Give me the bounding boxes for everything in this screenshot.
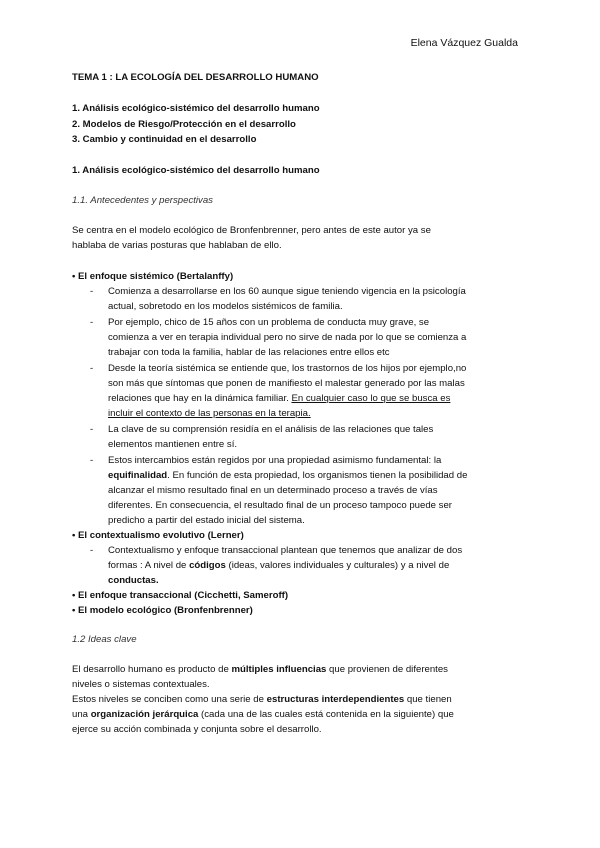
systemic-point-2-line-3: trabajar con toda la familia, hablar de las relaciones entre ellos etc (108, 347, 390, 358)
estructuras-term: estructuras interdependientes (266, 694, 405, 705)
bullet-ecological-title: • El modelo ecológico (Bronfenbrenner) (72, 605, 253, 616)
paragraph-text: una (72, 709, 91, 720)
systemic-point-5-line-4: diferentes. En consecuencia, el resultado final de un proceso tampoco puede ser (108, 500, 452, 511)
contextualism-text: (ideas, valores individuales y culturales) y a nivel de (225, 560, 450, 571)
dash-marker: - (90, 286, 94, 297)
intro-line-2: hablaba de varias posturas que hablaban de ello. (72, 240, 282, 251)
bullet-transactional-title: • El enfoque transaccional (Cicchetti, Sameroff) (72, 590, 289, 601)
paragraph-text: Estos niveles se conciben como una serie de (72, 694, 267, 705)
ideas-paragraph-1-line-2: niveles o sistemas contextuales. (72, 679, 210, 690)
ideas-paragraph-2-line-2 (72, 707, 454, 722)
systemic-point-1-line-2: actual, sobretodo en los modelos sistémicos de familia. (108, 301, 343, 312)
systemic-point-3-text: relaciones que hay en la dinámica familiar. (108, 393, 292, 404)
toc-item-2: 2. Modelos de Riesgo/Protección en el desarrollo (72, 119, 296, 130)
systemic-point-5-line-3: alcanzar el mismo resultado final en un determinado proceso a través de vías (108, 485, 438, 496)
paragraph-text: El desarrollo humano es producto de (72, 664, 232, 675)
dash-marker: - (90, 363, 94, 374)
author-name: Elena Vázquez Gualda (410, 37, 518, 49)
dash-marker: - (90, 424, 94, 435)
contextualism-line-2 (108, 558, 449, 573)
equifinalidad-term: equifinalidad (108, 470, 168, 481)
intro-line-1: Se centra en el modelo ecológico de Bronfenbrenner, pero antes de este autor ya se (72, 225, 431, 236)
ideas-paragraph-2-line-1 (72, 692, 452, 707)
subsection-1-2-title: 1.2 Ideas clave (72, 634, 137, 645)
contextualism-line-3: conductas. (108, 575, 159, 586)
bullet-contextualism-title: • El contextualismo evolutivo (Lerner) (72, 530, 244, 541)
ideas-paragraph-2-line-3: ejerce su acción combinada y conjunta sobre el desarrollo. (72, 724, 322, 735)
systemic-point-5-line-5: predicho a partir del estado inicial del sistema. (108, 515, 305, 526)
systemic-point-4-line-2: elementos mantienen entre sí. (108, 439, 238, 450)
systemic-point-5-text: . En función de esta propiedad, los organismos tienen la posibilidad de (167, 470, 468, 481)
systemic-point-3-line-3 (108, 391, 450, 406)
multiples-influencias-term: múltiples influencias (231, 664, 327, 675)
systemic-point-2-line-1: Por ejemplo, chico de 15 años con un problema de conducta muy grave, se (108, 317, 430, 328)
systemic-point-3-line-1: Desde la teoría sistémica se entiende que, los trastornos de los hijos por ejemplo,no (108, 363, 467, 374)
systemic-point-2-line-2: comienza a ver en terapia individual pero no sirve de nada por lo que se comienza a (108, 332, 467, 343)
codigos-term: códigos (189, 560, 226, 571)
systemic-point-5-line-2 (108, 468, 467, 483)
section-1-title: 1. Análisis ecológico-sistémico del desarrollo humano (72, 165, 320, 176)
document-title: TEMA 1 : LA ECOLOGÍA DEL DESARROLLO HUMANO (72, 72, 319, 83)
subsection-1-1-title: 1.1. Antecedentes y perspectivas (72, 195, 213, 206)
contextualism-line-1: Contextualismo y enfoque transaccional plantean que tenemos que analizar de dos (108, 545, 463, 556)
paragraph-text: que tienen (404, 694, 452, 705)
systemic-point-5-line-1: Estos intercambios están regidos por una propiedad asimismo fundamental: la (108, 455, 442, 466)
systemic-point-4-line-1: La clave de su comprensión residía en el análisis de las relaciones que tales (108, 424, 434, 435)
organizacion-term: organización jerárquica (90, 709, 199, 720)
underlined-text: En cualquier caso lo que se busca es (291, 393, 451, 404)
toc-item-3: 3. Cambio y continuidad en el desarrollo (72, 134, 257, 145)
systemic-point-1-line-1: Comienza a desarrollarse en los 60 aunque sigue teniendo vigencia en la psicología (108, 286, 466, 297)
systemic-point-3-line-4: incluir el contexto de las personas en la terapia. (108, 408, 311, 419)
paragraph-text: que provienen de diferentes (326, 664, 448, 675)
dash-marker: - (90, 455, 94, 466)
bullet-systemic-title: • El enfoque sistémico (Bertalanffy) (72, 271, 234, 282)
dash-marker: - (90, 545, 94, 556)
dash-marker: - (90, 317, 94, 328)
systemic-point-3-line-2: son más que síntomas que ponen de manifiesto el malestar generado por las malas (108, 378, 465, 389)
ideas-paragraph-1-line-1 (72, 662, 448, 677)
paragraph-text: (cada una de las cuales está contenida en la siguiente) que (198, 709, 454, 720)
contextualism-text: formas : A nivel de (108, 560, 190, 571)
toc-item-1: 1. Análisis ecológico-sistémico del desarrollo humano (72, 103, 320, 114)
